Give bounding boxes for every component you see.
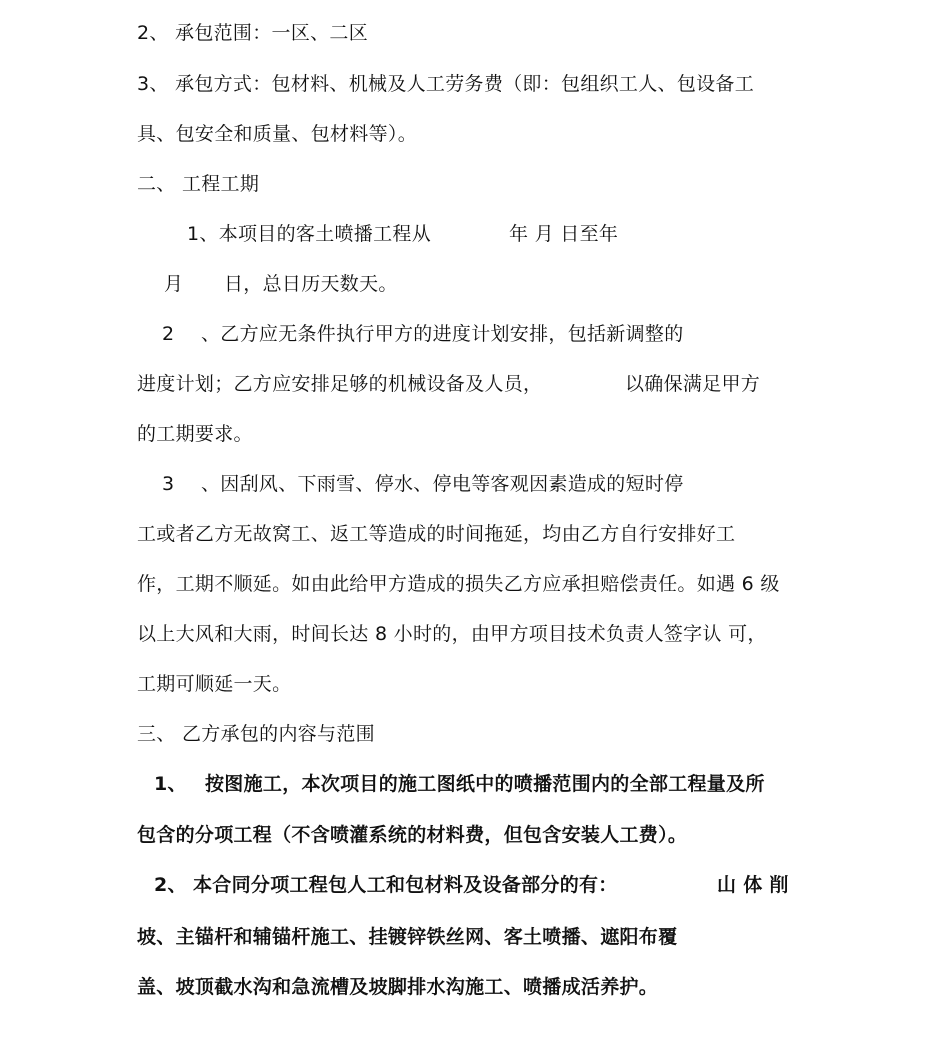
item-number-2: 2 bbox=[162, 323, 175, 345]
item-number-3: 3 bbox=[162, 473, 175, 495]
delay-item-cont-3: 以上大风和大雨，时间长达 8 小时的，由甲方项目技术负责人签字认 可， bbox=[137, 623, 767, 645]
section-heading-3: 三、 乙方承包的内容与范围 bbox=[137, 723, 375, 745]
delay-item-cont: 工或者乙方无故窝工、返工等造成的时间拖延，均由乙方自行安排好工 bbox=[137, 523, 736, 545]
content-item-2: 本合同分项工程包人工和包材料及设备部分的有： bbox=[193, 874, 618, 896]
content-item-2-cont: 坡、主锚杆和辅锚杆施工、挂镀锌铁丝网、客土喷播、遮阳布覆 bbox=[137, 926, 678, 948]
section-heading-2: 二、 工程工期 bbox=[137, 173, 260, 195]
method-item-cont: 具、包安全和质量、包材料等）。 bbox=[137, 123, 418, 145]
scope-item: 2、 承包范围：一区、二区 bbox=[137, 22, 369, 44]
total-days-text: 日，总日历天数天。 bbox=[224, 273, 398, 295]
content-item-2-end: 盖、坡顶截水沟和急流槽及坡脚排水沟施工、喷播成活养护。 bbox=[137, 976, 659, 998]
date-range: 年 月 日至年 bbox=[509, 223, 619, 245]
content-item-number-1: 1、 bbox=[154, 773, 187, 795]
schedule-item-cont-2: 以确保满足甲方 bbox=[625, 373, 761, 395]
content-item-1: 按图施工，本次项目的施工图纸中的喷播范围内的全部工程量及所 bbox=[205, 773, 765, 795]
schedule-item: 、乙方应无条件执行甲方的进度计划安排，包括新调整的 bbox=[201, 323, 684, 345]
period-item-1: 1、本项目的客土喷播工程从 bbox=[187, 223, 431, 245]
delay-item: 、因刮风、下雨雪、停水、停电等客观因素造成的短时停 bbox=[201, 473, 684, 495]
method-item: 3、 承包方式：包材料、机械及人工劳务费（即：包组织工人、包设备工 bbox=[137, 73, 755, 95]
content-item-1-cont: 包含的分项工程（不含喷灌系统的材料费，但包含安装人工费）。 bbox=[137, 824, 688, 846]
schedule-item-cont: 进度计划；乙方应安排足够的机械设备及人员， bbox=[137, 373, 543, 395]
schedule-item-end: 的工期要求。 bbox=[137, 423, 253, 445]
delay-item-end: 工期可顺延一天。 bbox=[137, 673, 292, 695]
content-item-number-2: 2、 bbox=[154, 874, 187, 896]
content-item-2-tail: 山 体 削 bbox=[717, 874, 789, 896]
delay-item-cont-2: 作，工期不顺延。如由此给甲方造成的损失乙方应承担赔偿责任。如遇 6 级 bbox=[137, 573, 780, 595]
month-label: 月 bbox=[164, 273, 184, 295]
